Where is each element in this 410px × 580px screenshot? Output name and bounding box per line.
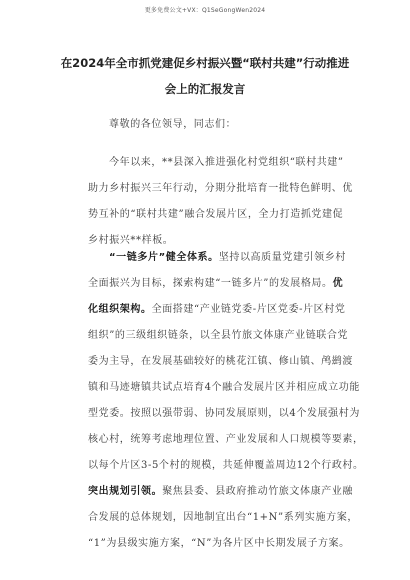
- section-line: [88, 245, 350, 271]
- section-text: 聚焦县委、县政府推动竹旅文体康产业融: [162, 486, 354, 497]
- header-note: 更多免费公文+VX：Q1SeGongWen2024: [144, 7, 266, 14]
- section-heading: “一链多片”健全体系。: [109, 252, 219, 263]
- section-line: [88, 479, 354, 505]
- salutation: [109, 112, 371, 138]
- section-1-paragraph: [88, 245, 364, 557]
- section-line: 镇和马迹塘镇共试点培育4个融合发展片区并相应成立功能: [88, 382, 360, 393]
- section-line: 合发展的总体规划，因地制宜出台“1+N”系列实施方案，: [88, 512, 358, 523]
- intro-line: 势互补的“联村共建”融合发展片区，全力打造抓党建促: [88, 209, 344, 220]
- title-line-1: 在2024年全市抓党建促乡村振兴暨“联村共建”行动推进: [60, 56, 350, 70]
- document-title: [55, 50, 355, 102]
- subheading: 突出规划引领。: [88, 486, 163, 497]
- subheading: 化组织架构。: [88, 304, 152, 315]
- section-text: 坚持以高质量党建引领乡村: [218, 252, 346, 263]
- section-line: 委为主导，在发展基础较好的桃花江镇、修山镇、鸬鹚渡: [88, 356, 353, 367]
- section-text: 全面搭建“产业链党委-片区党委-片区村党: [151, 304, 346, 315]
- section-line: 以每个片区3-5个村的规模，共延伸覆盖周边12个行政村。: [88, 460, 364, 471]
- section-line: 型党委。按照以强带弱、协同发展原则，以4个发展强村为: [88, 408, 360, 419]
- intro-line: 今年以来，**县深入推进强化村党组织“联村共建”: [109, 157, 344, 168]
- section-line: 核心村，统筹考虑地理位置、产业发展和人口规模等要素，: [88, 434, 364, 445]
- section-line: 组织”的三级组织链条，以全县竹旅文体康产业链联合党: [88, 330, 349, 341]
- salutation-text: 尊敬的各位领导，同志们：: [109, 119, 237, 130]
- section-line: “1”为县级实施方案，“N”为各片区中长期发展子方案。: [88, 538, 350, 549]
- title-line-2: 会上的汇报发言: [164, 82, 246, 96]
- intro-line: 乡村振兴**样板。: [88, 235, 174, 246]
- section-text: 全面振兴为目标，探索构建“一链多片”的发展格局。: [88, 278, 333, 289]
- section-line: [88, 297, 350, 323]
- intro-line: 助力乡村振兴三年行动，分期分批培育一批特色鲜明、优: [88, 183, 353, 194]
- subheading-fragment: 优: [332, 278, 344, 289]
- intro-paragraph: [88, 150, 353, 254]
- section-line: [88, 271, 350, 297]
